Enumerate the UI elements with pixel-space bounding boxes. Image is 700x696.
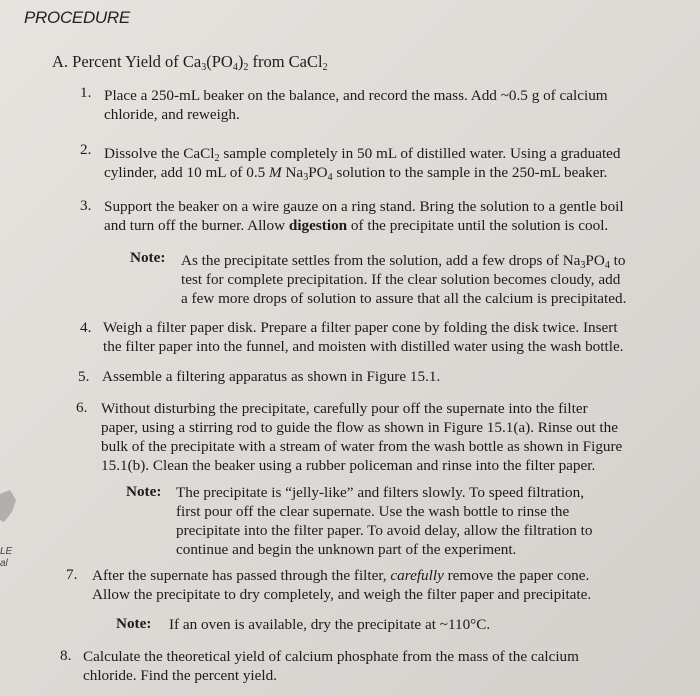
step-number: 8. xyxy=(60,647,72,664)
page-heading: PROCEDURE xyxy=(24,8,130,27)
margin-text: LE xyxy=(0,546,13,557)
margin-blot-icon xyxy=(0,490,18,524)
step-number: 1. xyxy=(80,84,92,101)
step-number: 4. xyxy=(80,319,92,336)
margin-text: al xyxy=(0,558,8,569)
note-label: Note: xyxy=(130,249,166,266)
note-text: The precipitate is “jelly-like” and filters slowly. To speed filtration, first pour off the clear supernate. Use the wash bottle to rinse the precipitate into the filter paper. To avoid delay, allow the filtration to continue and begin the unknown part of the experiment. xyxy=(176,484,593,558)
section-title: A. Percent Yield of $Ca_3(PO_4)_2$ from CaCl$_2$ xyxy=(52,52,328,73)
note-label: Note: xyxy=(116,615,152,632)
step-text: Calculate the theoretical yield of calcium phosphate from the mass of the calcium chloride. Find the percent yield. xyxy=(83,648,579,684)
step-number: 2. xyxy=(80,141,92,158)
step-number: 3. xyxy=(80,197,92,214)
step-number: 6. xyxy=(76,399,88,416)
note-text: As the precipitate settles from the solution, add a few drops of $Na_3PO_4$ to test for complete precipitation. If the clear solution becomes cloudy, add a few more drops of solution to assure that all the calcium is precipitated. xyxy=(181,252,627,307)
note-label: Note: xyxy=(126,483,162,500)
step-text: Without disturbing the precipitate, carefully pour off the supernate into the filter paper, using a stirring rod to guide the flow as shown in Figure 15.1(a). Rinse out the bulk of the precipitate with a stream of water from the wash bottle as shown in Figure 15.1(b). Clean the beaker using a rubber policeman and rinse into the filter paper. xyxy=(101,400,623,474)
step-text: Weigh a filter paper disk. Prepare a filter paper cone by folding the disk twice. Insert the filter paper into the funnel, and moisten with distilled water using the wash bottle. xyxy=(103,319,624,355)
note-text: If an oven is available, dry the precipitate at ~110°C. xyxy=(169,616,491,633)
step-text: After the supernate has passed through the filter, carefully remove the paper cone. Allow the precipitate to dry completely, and weigh the filter paper and precipitate. xyxy=(92,567,592,603)
step-text: Assemble a filtering apparatus as shown in Figure 15.1. xyxy=(102,368,441,385)
step-number: 7. xyxy=(66,566,78,583)
step-number: 5. xyxy=(78,368,90,385)
step-text: Place a 250-mL beaker on the balance, and record the mass. Add ~0.5 g of calcium chloride, and reweigh. xyxy=(104,87,608,123)
step-text: Dissolve the CaCl$_2$ sample completely in 50 mL of distilled water. Using a graduated cylinder, add 10 mL of 0.5 M $Na_3PO_4$ solution to the sample in the 250-mL beaker. xyxy=(104,145,621,183)
step-text: Support the beaker on a wire gauze on a ring stand. Bring the solution to a gentle boil and turn off the burner. Allow digestion of the precipitate until the solution is cool. xyxy=(104,198,624,234)
